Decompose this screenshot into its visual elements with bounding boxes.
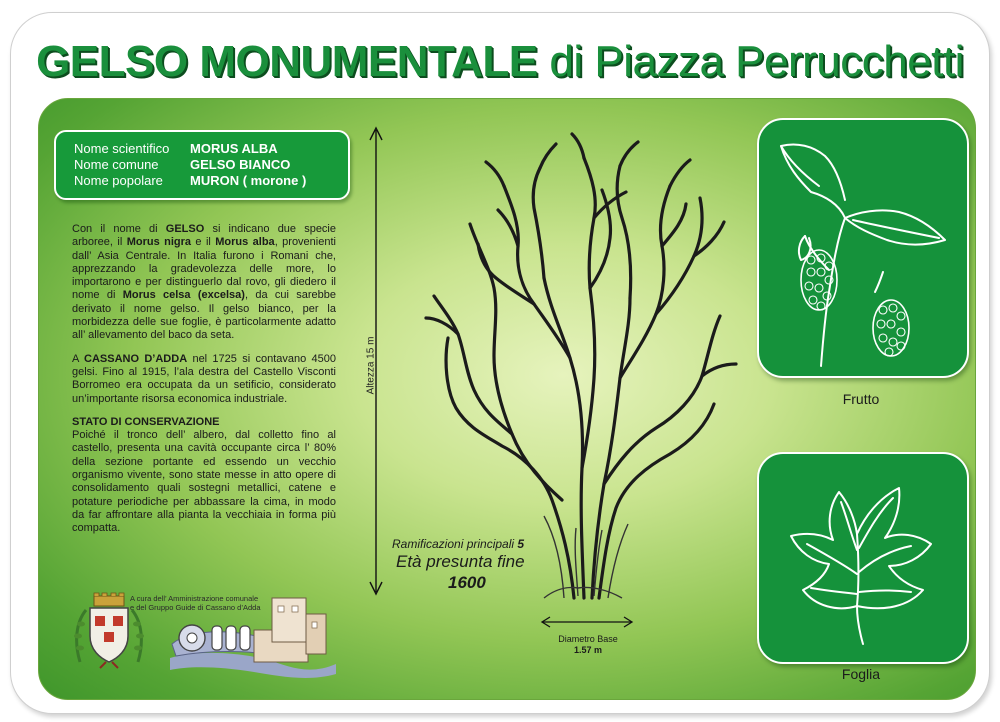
credits-line: A cura dell’ Amministrazione comunale — [130, 594, 259, 603]
text-bold: Morus nigra — [126, 236, 191, 249]
intro-paragraph — [72, 223, 336, 343]
text-bold: Morus celsa (excelsa) — [122, 289, 245, 302]
text-run: A — [72, 352, 85, 365]
text-bold: Morus alba — [215, 236, 275, 249]
fruit-card — [757, 118, 969, 378]
diameter-arrow-icon — [540, 616, 634, 628]
text-bold: CASSANO D’ADDA — [84, 352, 188, 365]
text-run: Con il nome di — [72, 223, 166, 235]
age-year: 1600 — [448, 573, 486, 592]
mulberry-tree-drawing — [394, 128, 754, 608]
credits-line: e del Gruppo Guide di Cassano d’Adda — [130, 603, 261, 612]
text-run: , da cui sarebbe derivato il nome gelso. Il gelso bianco, per la morbidezza delle sue foglie, è particolarmente adatto all’ allevamento del baco da seta. — [72, 289, 336, 342]
text-bold: GELSO — [165, 223, 205, 235]
fruit-caption: Frutto — [842, 391, 880, 407]
title-bold: GELSO MONUMENTALE — [36, 37, 538, 86]
name-label: Nome comune — [74, 157, 159, 172]
text-run: si indicano due specie arboree, il — [72, 223, 336, 249]
conservation-paragraph — [72, 416, 336, 536]
branches-label: Ramificazioni principali — [392, 537, 515, 551]
text-run: nel 1725 si contavano 4500 gelsi. Fino al 1915, l’ala destra del Castello Visconti Borromeo era occupata da un setificio, considerato un’importante risorsa economica industriale. — [72, 352, 336, 405]
page-title — [0, 36, 1000, 88]
text-run: e il — [191, 236, 216, 249]
name-row-popular — [74, 172, 307, 190]
branches-value: 5 — [517, 537, 525, 551]
diameter-label: Diametro Base — [558, 634, 618, 644]
height-label: Altezza 15 m — [365, 336, 377, 395]
title-rest: di Piazza Perrucchetti — [549, 37, 964, 86]
name-label: Nome popolare — [74, 173, 163, 188]
age-label: Età presunta fine — [396, 552, 525, 571]
text-run: Poiché il tronco dell’ albero, dal colletto fino al castello, presenta una cavità occupante circa l’ 80% della sezione portante ed essendo un vecchio organismo vivente, sono state messe in atto opere di consolidamento quali sostegni metallici, catene e potature periodiche per abbassare la cima, in modo da far affrontare alla pianta la vecchiaia in forma più compatta. — [72, 429, 336, 535]
fruit-branch-icon — [759, 120, 967, 376]
conservation-heading: STATO DI CONSERVAZIONE — [72, 415, 220, 428]
name-value: GELSO BIANCO — [190, 157, 291, 172]
history-paragraph — [72, 353, 336, 406]
branches-info — [392, 537, 524, 551]
name-label: Nome scientifico — [74, 141, 170, 156]
description-text — [72, 223, 336, 546]
text-run: , provenienti dall’ Asia Centrale. In Italia furono i Romani che, apprezzando la gradevolezza delle more, lo importarono e per distinguerlo dal rovo, gli diedero il nome di — [72, 236, 336, 302]
mulberry-leaf-icon — [759, 454, 967, 662]
name-value: MURON ( morone ) — [190, 173, 307, 188]
diameter-info — [533, 634, 643, 656]
leaf-caption: Foglia — [841, 666, 881, 682]
names-box — [54, 130, 350, 200]
leaf-card — [757, 452, 969, 664]
name-value: MORUS ALBA — [190, 141, 278, 156]
diameter-value: 1.57 m — [573, 645, 603, 655]
castle-logo-icon — [168, 592, 340, 680]
